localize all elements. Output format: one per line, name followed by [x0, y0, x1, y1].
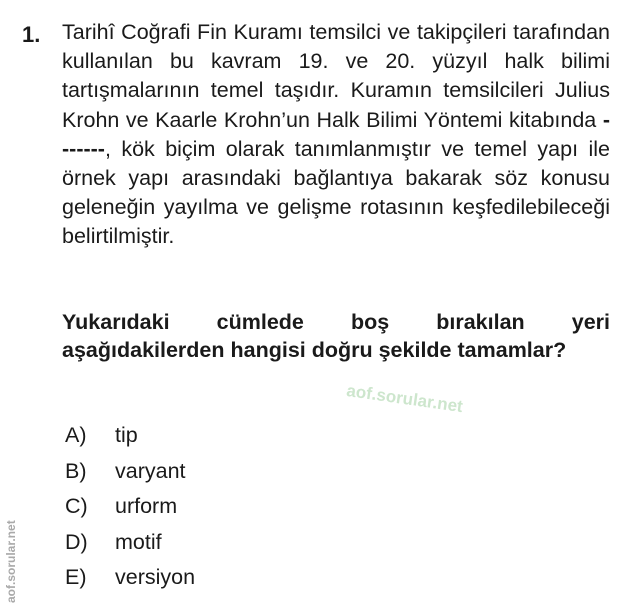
- option-text: tip: [115, 423, 138, 448]
- answer-option-a[interactable]: [65, 418, 195, 454]
- prompt-line: aşağıdakilerden hangisi doğru şekilde: [62, 337, 452, 362]
- stem-line: arasındaki bağlantıya bakarak söz konusu: [181, 166, 610, 191]
- stem-line: tarafından kullanılan bu kavram 19. ve 20. yüzyıl: [62, 20, 610, 74]
- option-text: varyant: [115, 458, 186, 483]
- stem-line: geleneğin yayılma ve gelişme rotasının: [62, 195, 444, 220]
- answer-option-c[interactable]: [65, 489, 195, 525]
- option-text: urform: [115, 494, 178, 519]
- answer-option-b[interactable]: [65, 454, 195, 490]
- question-prompt: [62, 309, 610, 364]
- stem-line: , kök biçim olarak: [104, 136, 285, 161]
- option-letter: A): [65, 423, 87, 448]
- option-letter: E): [65, 565, 87, 590]
- prompt-line: tamamlar?: [457, 337, 567, 362]
- option-text: versiyon: [115, 565, 196, 590]
- answer-option-e[interactable]: [65, 560, 195, 596]
- question-number: 1.: [22, 22, 41, 47]
- blank-placeholder: -------: [62, 107, 610, 161]
- option-letter: D): [65, 529, 88, 554]
- stem-line: Tarihî Coğrafi Fin Kuramı temsilci ve takipçileri: [62, 20, 507, 44]
- stem-line: Bilimi Yöntemi kitabında: [366, 107, 603, 132]
- question-stem: [62, 18, 610, 252]
- answer-option-d[interactable]: [65, 525, 195, 561]
- answer-options: [65, 418, 195, 596]
- stem-line: keşfedilebileceği belirtilmiştir.: [62, 195, 610, 249]
- option-letter: C): [65, 494, 88, 519]
- watermark-side: aof.sorular.net: [4, 520, 18, 603]
- stem-line: temsilcileri Julius Krohn ve Kaarle Krohn’un Halk: [62, 78, 610, 132]
- prompt-line: Yukarıdaki cümlede boş bırakılan yeri: [62, 310, 610, 334]
- option-text: motif: [115, 529, 162, 554]
- stem-line: halk bilimi tartışmalarının temel taşıdır. Kuramın: [62, 49, 610, 103]
- watermark-center: aof.sorular.net: [345, 381, 465, 417]
- stem-line: tanımlanmıştır ve temel yapı ile örnek yapı: [62, 136, 610, 191]
- option-letter: B): [65, 458, 87, 483]
